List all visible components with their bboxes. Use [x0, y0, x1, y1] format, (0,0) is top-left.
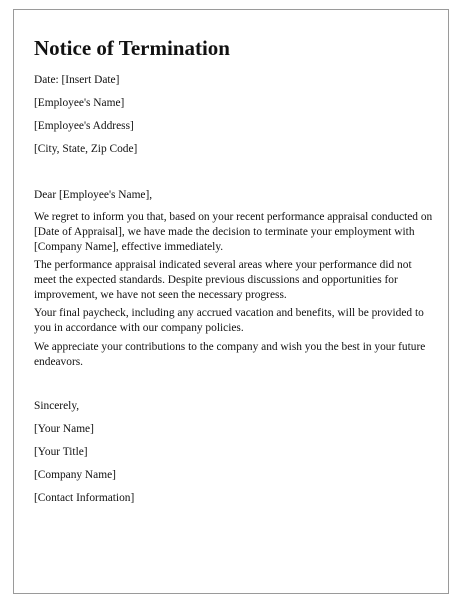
employee-address-line: [Employee's Address]: [34, 120, 134, 132]
body-paragraph-3: Your final paycheck, including any accrued vacation and benefits, will be provided to you in accordance with our company policies.: [34, 307, 424, 334]
body-paragraph-1: We regret to inform you that, based on your recent performance appraisal conducted on [Date of Appraisal], we have made the decision to terminate your employment with [Company Name], effective immediately.: [34, 211, 433, 253]
body-paragraph-2: The performance appraisal indicated several areas where your performance did not meet the expected standards. Despite previous discussions and opportunities for improvement, we have not seen the necessary progress.: [34, 259, 412, 301]
signature-company: [Company Name]: [34, 469, 116, 481]
signature-name: [Your Name]: [34, 423, 94, 435]
letter-page: [13, 9, 449, 594]
letter-title: Notice of Termination: [34, 36, 230, 60]
signature-title: [Your Title]: [34, 446, 88, 458]
signature-contact: [Contact Information]: [34, 492, 135, 504]
employee-name-line: [Employee's Name]: [34, 97, 125, 109]
city-state-zip-line: [City, State, Zip Code]: [34, 143, 138, 155]
salutation: Dear [Employee's Name],: [34, 189, 153, 201]
closing: Sincerely,: [34, 400, 80, 412]
date-line: Date: [Insert Date]: [34, 74, 120, 86]
body-paragraph-4: We appreciate your contributions to the company and wish you the best in your future endeavors.: [34, 341, 426, 368]
